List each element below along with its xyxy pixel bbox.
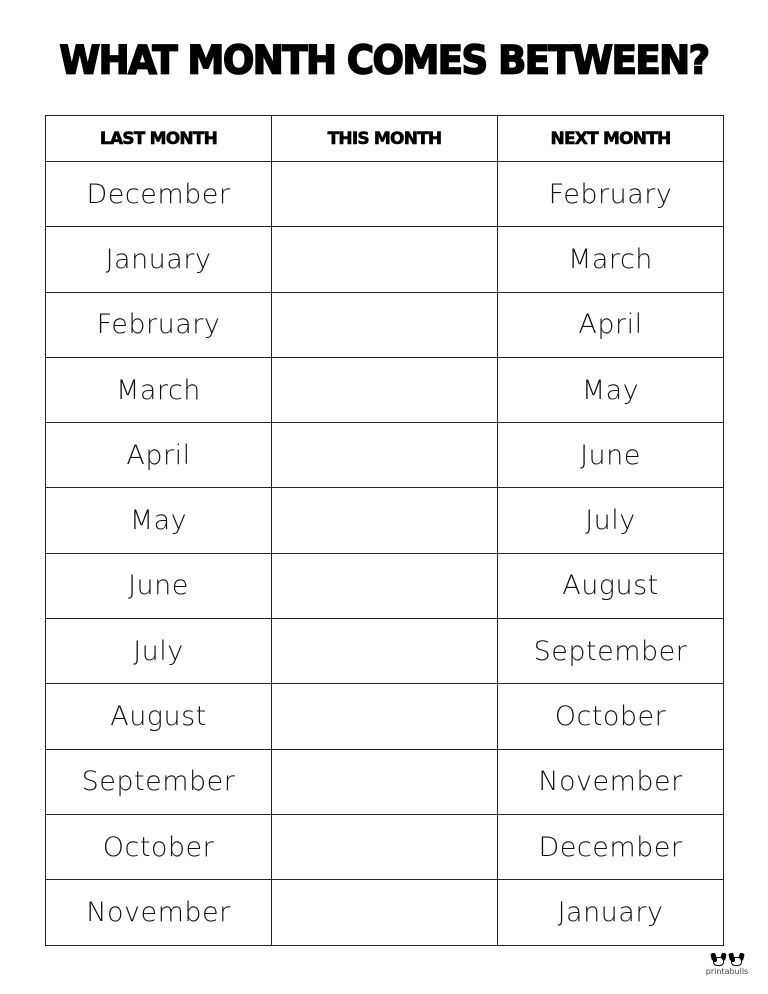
table-row <box>46 619 724 684</box>
header-this-month: THIS MONTH <box>272 116 498 162</box>
last-month-cell: September <box>46 749 272 814</box>
next-month-cell: May <box>498 357 724 422</box>
this-month-blank[interactable] <box>272 227 498 292</box>
next-month-cell: June <box>498 423 724 488</box>
last-month-cell: November <box>46 880 272 945</box>
next-month-cell: January <box>498 880 724 945</box>
french-bulldog-pair-icon <box>703 953 751 966</box>
next-month-cell: October <box>498 684 724 749</box>
next-month-cell: September <box>498 619 724 684</box>
last-month-cell: June <box>46 553 272 618</box>
this-month-blank[interactable] <box>272 423 498 488</box>
header-last-month: LAST MONTH <box>46 116 272 162</box>
header-next-month: NEXT MONTH <box>498 116 724 162</box>
this-month-blank[interactable] <box>272 749 498 814</box>
table-row <box>46 749 724 814</box>
next-month-cell: February <box>498 162 724 227</box>
printabulls-logo <box>703 953 751 976</box>
this-month-blank[interactable] <box>272 553 498 618</box>
next-month-cell: December <box>498 814 724 879</box>
table-row <box>46 227 724 292</box>
next-month-cell: August <box>498 553 724 618</box>
this-month-blank[interactable] <box>272 814 498 879</box>
next-month-cell: April <box>498 292 724 357</box>
next-month-cell: July <box>498 488 724 553</box>
this-month-blank[interactable] <box>272 684 498 749</box>
table-row <box>46 292 724 357</box>
table-row <box>46 814 724 879</box>
this-month-blank[interactable] <box>272 488 498 553</box>
next-month-cell: November <box>498 749 724 814</box>
month-table <box>45 115 724 946</box>
last-month-cell: December <box>46 162 272 227</box>
this-month-blank[interactable] <box>272 162 498 227</box>
next-month-cell: March <box>498 227 724 292</box>
this-month-blank[interactable] <box>272 292 498 357</box>
table-row <box>46 162 724 227</box>
brand-name: printabulls <box>705 967 749 976</box>
worksheet-title: WHAT MONTH COMES BETWEEN? <box>59 37 709 84</box>
last-month-cell: February <box>46 292 272 357</box>
this-month-blank[interactable] <box>272 619 498 684</box>
last-month-cell: July <box>46 619 272 684</box>
header-row <box>46 116 724 162</box>
last-month-cell: April <box>46 423 272 488</box>
last-month-cell: March <box>46 357 272 422</box>
table-row <box>46 553 724 618</box>
last-month-cell: January <box>46 227 272 292</box>
table-row <box>46 357 724 422</box>
last-month-cell: October <box>46 814 272 879</box>
this-month-blank[interactable] <box>272 357 498 422</box>
this-month-blank[interactable] <box>272 880 498 945</box>
table-row <box>46 880 724 945</box>
table-row <box>46 423 724 488</box>
table-row <box>46 488 724 553</box>
last-month-cell: August <box>46 684 272 749</box>
table-row <box>46 684 724 749</box>
last-month-cell: May <box>46 488 272 553</box>
